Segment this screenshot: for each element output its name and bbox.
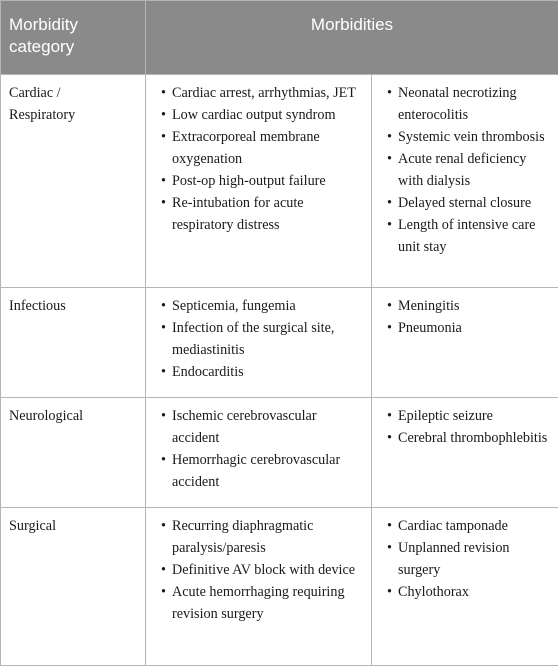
list-item: • Septicemia, fungemia <box>146 295 367 317</box>
list-item: • Pneumonia <box>372 317 554 339</box>
category-line: Respiratory <box>9 107 75 123</box>
list-item: • Extracorporeal membrane oxygenation <box>146 126 367 170</box>
list-item: • Neonatal necrotizing enterocolitis <box>372 82 554 126</box>
category-cell <box>1 75 146 288</box>
list-item: • Systemic vein thrombosis <box>372 126 554 148</box>
morbidities-left-cell <box>146 288 372 398</box>
list-item: • Cardiac tamponade <box>372 515 554 537</box>
category-line: Cardiac / <box>9 85 61 101</box>
list-item: • Ischemic cerebrovascular accident <box>146 405 367 449</box>
list-item: • Acute renal deficiency with dialysis <box>372 148 554 192</box>
list-item: • Cerebral thrombophlebitis <box>372 427 554 449</box>
list-item: • Unplanned revision surgery <box>372 537 554 581</box>
header-col1-line2: category <box>9 37 74 56</box>
morbidities-right-cell <box>372 288 558 398</box>
list-item: • Chylothorax <box>372 581 554 603</box>
list-item: • Length of intensive care unit stay <box>372 214 554 258</box>
list-item: • Acute hemorrhaging requiring revision surgery <box>146 581 367 625</box>
list-item: • Definitive AV block with device <box>146 559 367 581</box>
table-row <box>1 398 558 508</box>
header-morbidities: Morbidities <box>146 1 558 75</box>
category-cell: Infectious <box>1 288 146 398</box>
morbidities-right-cell <box>372 508 558 666</box>
header-row <box>1 1 558 75</box>
morbidities-left-cell <box>146 508 372 666</box>
morbidities-right-cell <box>372 75 558 288</box>
table-row <box>1 508 558 666</box>
list-item: • Low cardiac output syndrom <box>146 104 367 126</box>
list-item: • Hemorrhagic cerebrovascular accident <box>146 449 367 493</box>
table-row <box>1 288 558 398</box>
list-item: • Delayed sternal closure <box>372 192 554 214</box>
category-cell: Neurological <box>1 398 146 508</box>
morbidities-left-cell <box>146 398 372 508</box>
list-item: • Cardiac arrest, arrhythmias, JET <box>146 82 367 104</box>
header-col1-line1: Morbidity <box>9 15 78 34</box>
list-item: • Re-intubation for acute respiratory distress <box>146 192 367 236</box>
list-item: • Infection of the surgical site, mediastinitis <box>146 317 367 361</box>
list-item: • Epileptic seizure <box>372 405 554 427</box>
list-item: • Endocarditis <box>146 361 367 383</box>
morbidities-right-cell <box>372 398 558 508</box>
list-item: • Meningitis <box>372 295 554 317</box>
list-item: • Recurring diaphragmatic paralysis/paresis <box>146 515 367 559</box>
morbidities-left-cell <box>146 75 372 288</box>
list-item: • Post-op high-output failure <box>146 170 367 192</box>
header-morbidity-category <box>1 1 146 75</box>
table-row <box>1 75 558 288</box>
category-cell: Surgical <box>1 508 146 666</box>
